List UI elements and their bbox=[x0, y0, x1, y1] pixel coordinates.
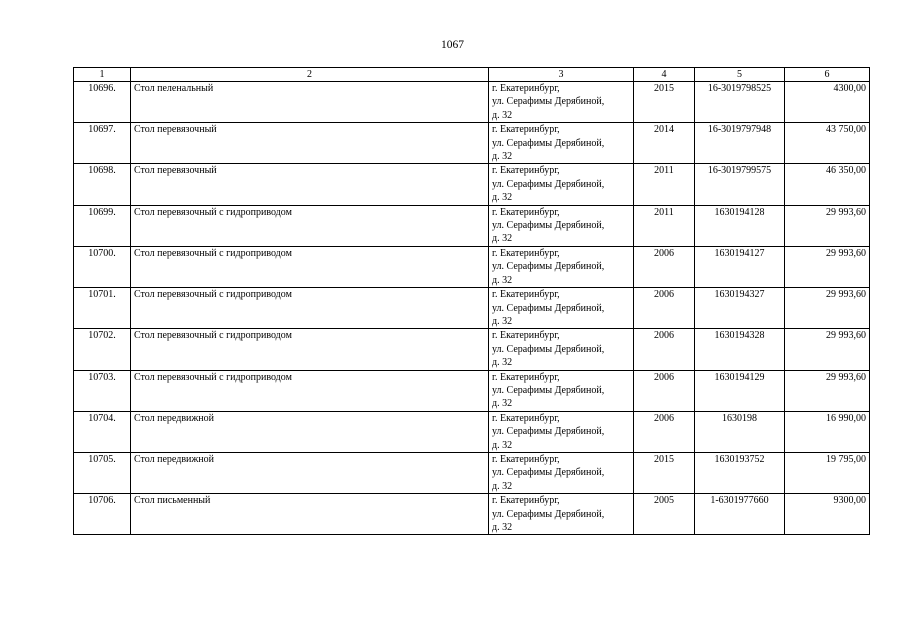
item-name: Стол перевязочный с гидроприводом bbox=[131, 370, 489, 411]
table-row bbox=[74, 288, 870, 329]
address-line-2: ул. Серафимы Дерябиной, bbox=[492, 302, 605, 314]
table-row bbox=[74, 123, 870, 164]
address-line-2: ул. Серафимы Дерябиной, bbox=[492, 467, 605, 479]
item-price: 29 993,60 bbox=[785, 246, 870, 287]
item-address bbox=[489, 452, 634, 493]
address-line-3: д. 32 bbox=[492, 315, 513, 327]
inventory-number: 1630194129 bbox=[695, 370, 785, 411]
item-name: Стол перевязочный с гидроприводом bbox=[131, 288, 489, 329]
table-row bbox=[74, 411, 870, 452]
address-line-1: г. Екатеринбург, bbox=[492, 206, 560, 218]
header-col-4: 4 bbox=[634, 68, 695, 82]
table-row bbox=[74, 82, 870, 123]
header-col-2: 2 bbox=[131, 68, 489, 82]
address-line-1: г. Екатеринбург, bbox=[492, 330, 560, 342]
item-name: Стол письменный bbox=[131, 494, 489, 535]
item-year: 2005 bbox=[634, 494, 695, 535]
item-address bbox=[489, 164, 634, 205]
item-price: 29 993,60 bbox=[785, 288, 870, 329]
address-line-1: г. Екатеринбург, bbox=[492, 124, 560, 136]
item-address bbox=[489, 82, 634, 123]
address-line-3: д. 32 bbox=[492, 357, 513, 369]
inventory-number: 16-3019798525 bbox=[695, 82, 785, 123]
address-line-1: г. Екатеринбург, bbox=[492, 289, 560, 301]
address-line-1: г. Екатеринбург, bbox=[492, 247, 560, 259]
item-price: 19 795,00 bbox=[785, 452, 870, 493]
address-line-1: г. Екатеринбург, bbox=[492, 412, 560, 424]
header-col-3: 3 bbox=[489, 68, 634, 82]
item-address bbox=[489, 246, 634, 287]
table-row bbox=[74, 246, 870, 287]
row-number: 10700. bbox=[74, 246, 131, 287]
inventory-number: 1630193752 bbox=[695, 452, 785, 493]
address-line-2: ул. Серафимы Дерябиной, bbox=[492, 178, 605, 190]
item-address bbox=[489, 411, 634, 452]
item-name: Стол передвижной bbox=[131, 452, 489, 493]
item-price: 29 993,60 bbox=[785, 370, 870, 411]
row-number: 10704. bbox=[74, 411, 131, 452]
item-address bbox=[489, 329, 634, 370]
inventory-number: 16-3019797948 bbox=[695, 123, 785, 164]
item-year: 2006 bbox=[634, 329, 695, 370]
row-number: 10703. bbox=[74, 370, 131, 411]
header-col-6: 6 bbox=[785, 68, 870, 82]
address-line-1: г. Екатеринбург, bbox=[492, 165, 560, 177]
item-address bbox=[489, 205, 634, 246]
address-line-3: д. 32 bbox=[492, 522, 513, 533]
inventory-number: 16-3019799575 bbox=[695, 164, 785, 205]
header-col-1: 1 bbox=[74, 68, 131, 82]
address-line-2: ул. Серафимы Дерябиной, bbox=[492, 343, 605, 355]
row-number: 10706. bbox=[74, 494, 131, 535]
item-year: 2015 bbox=[634, 82, 695, 123]
item-price: 29 993,60 bbox=[785, 205, 870, 246]
inventory-number: 1630194327 bbox=[695, 288, 785, 329]
table-row bbox=[74, 370, 870, 411]
address-line-2: ул. Серафимы Дерябиной, bbox=[492, 508, 605, 520]
item-year: 2006 bbox=[634, 370, 695, 411]
item-name: Стол перевязочный с гидроприводом bbox=[131, 205, 489, 246]
header-col-5: 5 bbox=[695, 68, 785, 82]
address-line-3: д. 32 bbox=[492, 151, 513, 163]
item-price: 16 990,00 bbox=[785, 411, 870, 452]
table-row bbox=[74, 164, 870, 205]
item-address bbox=[489, 123, 634, 164]
inventory-number: 1630194128 bbox=[695, 205, 785, 246]
item-price: 4300,00 bbox=[785, 82, 870, 123]
table-row bbox=[74, 329, 870, 370]
row-number: 10698. bbox=[74, 164, 131, 205]
item-year: 2006 bbox=[634, 288, 695, 329]
address-line-2: ул. Серафимы Дерябиной, bbox=[492, 220, 605, 232]
item-year: 2006 bbox=[634, 246, 695, 287]
item-name: Стол передвижной bbox=[131, 411, 489, 452]
item-name: Стол пеленальный bbox=[131, 82, 489, 123]
item-price: 43 750,00 bbox=[785, 123, 870, 164]
row-number: 10697. bbox=[74, 123, 131, 164]
item-name: Стол перевязочный bbox=[131, 164, 489, 205]
table-row bbox=[74, 205, 870, 246]
address-line-2: ул. Серафимы Дерябиной, bbox=[492, 426, 605, 438]
inventory-number: 1630198 bbox=[695, 411, 785, 452]
item-address bbox=[489, 288, 634, 329]
address-line-2: ул. Серафимы Дерябиной, bbox=[492, 137, 605, 149]
row-number: 10699. bbox=[74, 205, 131, 246]
address-line-2: ул. Серафимы Дерябиной, bbox=[492, 384, 605, 396]
address-line-3: д. 32 bbox=[492, 192, 513, 204]
row-number: 10696. bbox=[74, 82, 131, 123]
item-name: Стол перевязочный с гидроприводом bbox=[131, 329, 489, 370]
inventory-number: 1-6301977660 bbox=[695, 494, 785, 535]
address-line-3: д. 32 bbox=[492, 233, 513, 245]
row-number: 10702. bbox=[74, 329, 131, 370]
address-line-2: ул. Серафимы Дерябиной, bbox=[492, 96, 605, 108]
address-line-1: г. Екатеринбург, bbox=[492, 83, 560, 94]
item-name: Стол перевязочный bbox=[131, 123, 489, 164]
address-line-3: д. 32 bbox=[492, 109, 513, 121]
inventory-number: 1630194127 bbox=[695, 246, 785, 287]
item-year: 2006 bbox=[634, 411, 695, 452]
address-line-3: д. 32 bbox=[492, 274, 513, 286]
header-row bbox=[74, 68, 870, 82]
address-line-2: ул. Серафимы Дерябиной, bbox=[492, 261, 605, 273]
address-line-3: д. 32 bbox=[492, 439, 513, 451]
item-year: 2014 bbox=[634, 123, 695, 164]
property-table bbox=[73, 67, 870, 535]
item-name: Стол перевязочный с гидроприводом bbox=[131, 246, 489, 287]
row-number: 10701. bbox=[74, 288, 131, 329]
table-row bbox=[74, 452, 870, 493]
address-line-3: д. 32 bbox=[492, 398, 513, 410]
item-price: 46 350,00 bbox=[785, 164, 870, 205]
item-price: 9300,00 bbox=[785, 494, 870, 535]
address-line-1: г. Екатеринбург, bbox=[492, 495, 560, 507]
item-year: 2011 bbox=[634, 205, 695, 246]
table-row bbox=[74, 494, 870, 535]
item-address bbox=[489, 370, 634, 411]
address-line-3: д. 32 bbox=[492, 480, 513, 492]
item-address bbox=[489, 494, 634, 535]
address-line-1: г. Екатеринбург, bbox=[492, 371, 560, 383]
inventory-number: 1630194328 bbox=[695, 329, 785, 370]
row-number: 10705. bbox=[74, 452, 131, 493]
item-year: 2011 bbox=[634, 164, 695, 205]
item-price: 29 993,60 bbox=[785, 329, 870, 370]
page-number: 1067 bbox=[441, 39, 464, 51]
table-body bbox=[74, 82, 870, 535]
item-year: 2015 bbox=[634, 452, 695, 493]
address-line-1: г. Екатеринбург, bbox=[492, 453, 560, 465]
